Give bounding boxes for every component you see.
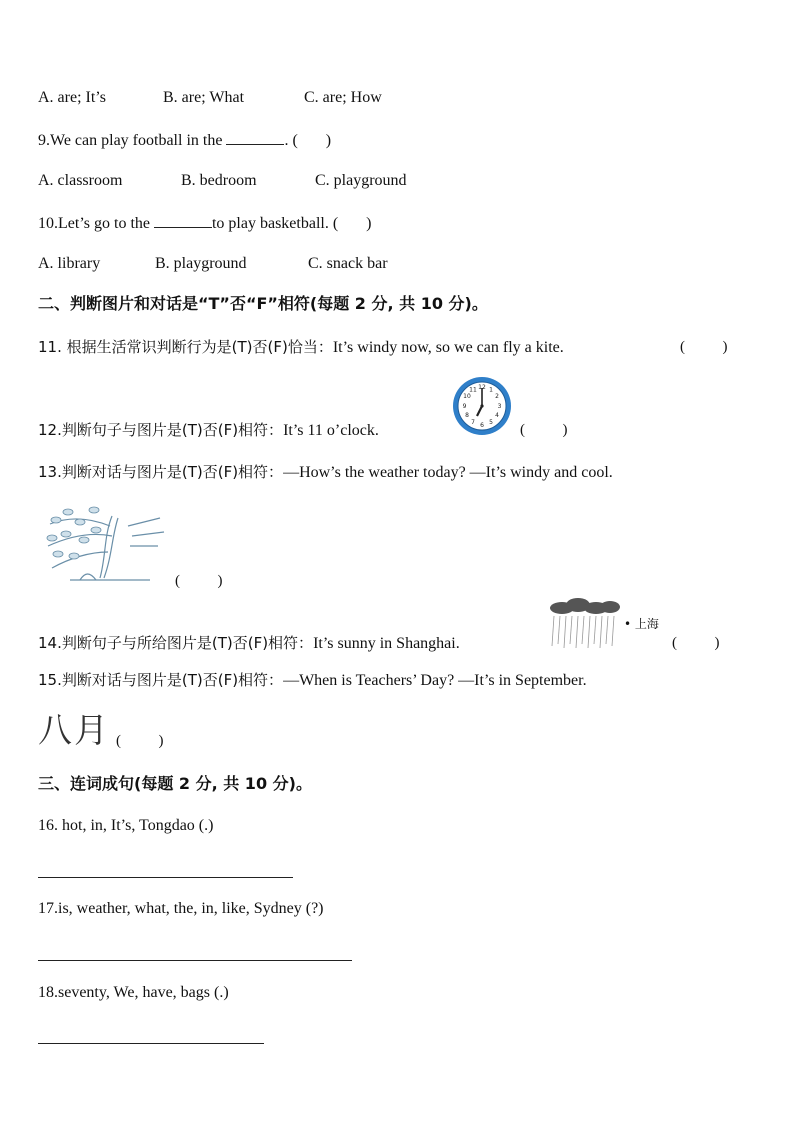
q13-answer-paren[interactable]: ( ): [175, 573, 223, 589]
question-9: [38, 130, 331, 151]
q9-blank[interactable]: [226, 130, 284, 145]
q11-answer-paren[interactable]: ( ): [680, 339, 728, 355]
question-13: [38, 462, 613, 483]
q10-option-b: B. playground: [155, 255, 247, 272]
svg-text:6: 6: [480, 422, 484, 429]
q14-text: It’s sunny in Shanghai.: [313, 635, 460, 652]
q12-text: It’s 11 o’clock.: [283, 422, 379, 439]
question-14: [38, 633, 460, 654]
q13-text: —How’s the weather today? —It’s windy and cool.: [283, 464, 613, 481]
question-11: [38, 337, 564, 358]
q10-text-post: to play basketball. (: [211, 215, 339, 232]
question-10: [38, 213, 372, 234]
q9-option-b: B. bedroom: [181, 172, 257, 189]
windy-tree-image: [40, 496, 168, 584]
q10-paren-close: ): [366, 215, 372, 232]
q9-paren-close: ): [325, 132, 332, 149]
svg-text:11: 11: [469, 386, 477, 394]
svg-text:9: 9: [462, 403, 467, 410]
q15-text: —When is Teachers’ Day? —It’s in September.: [283, 672, 587, 689]
shanghai-label: • 上海: [624, 617, 659, 631]
q9-option-c: C. playground: [315, 172, 407, 189]
q10-option-c: C. snack bar: [308, 255, 388, 272]
august-image-text: 八月: [38, 711, 110, 751]
svg-text:4: 4: [495, 412, 499, 419]
clock-image: [452, 376, 512, 436]
q9-option-a: A. classroom: [38, 172, 123, 189]
q10-blank[interactable]: [154, 213, 212, 228]
question-15: [38, 670, 587, 691]
question-18: 18.seventy, We, have, bags (.): [38, 984, 229, 1001]
question-17: 17.is, weather, what, the, in, like, Sydney (?): [38, 900, 324, 917]
section-3-title: 三、连词成句(每题 2 分, 共 10 分)。: [38, 774, 312, 793]
rain-cloud-image: [548, 598, 622, 650]
svg-text:2: 2: [495, 393, 499, 400]
q16-answer-line[interactable]: [38, 877, 293, 878]
q15-prefix: 15.判断对话与图片是(T)否(F)相符：: [38, 671, 284, 689]
q12-prefix: 12.判断句子与图片是(T)否(F)相符：: [38, 421, 284, 439]
q8-option-a: A. are; It’s: [38, 89, 106, 106]
svg-text:5: 5: [489, 419, 493, 426]
q10-text: 10.Let’s go to the: [38, 215, 150, 232]
question-12: [38, 420, 379, 441]
q15-answer-paren[interactable]: ( ): [116, 733, 164, 749]
svg-text:3: 3: [497, 403, 502, 410]
q10-option-a: A. library: [38, 255, 101, 272]
q11-prefix: 11. 根据生活常识判断行为是(T)否(F)恰当：: [38, 338, 333, 356]
svg-text:7: 7: [471, 419, 475, 426]
q14-answer-paren[interactable]: ( ): [672, 635, 720, 651]
svg-text:10: 10: [463, 393, 471, 400]
svg-text:8: 8: [465, 412, 469, 419]
q13-prefix: 13.判断对话与图片是(T)否(F)相符：: [38, 463, 284, 481]
q17-answer-line[interactable]: [38, 960, 352, 961]
q11-text: It’s windy now, so we can fly a kite.: [332, 339, 564, 356]
question-16: 16. hot, in, It’s, Tongdao (.): [38, 817, 214, 834]
svg-text:1: 1: [489, 386, 493, 394]
q8-option-b: B. are; What: [163, 89, 245, 106]
q14-prefix: 14.判断句子与所给图片是(T)否(F)相符：: [38, 634, 314, 652]
q9-text: 9.We can play football in the: [38, 132, 223, 149]
q18-answer-line[interactable]: [38, 1043, 264, 1044]
q9-paren-open: . (: [284, 132, 298, 149]
q8-option-c: C. are; How: [304, 89, 382, 106]
svg-text:12: 12: [478, 384, 486, 391]
q12-answer-paren[interactable]: ( ): [520, 422, 568, 438]
section-2-title: 二、判断图片和对话是“T”否“F”相符(每题 2 分, 共 10 分)。: [38, 294, 488, 313]
